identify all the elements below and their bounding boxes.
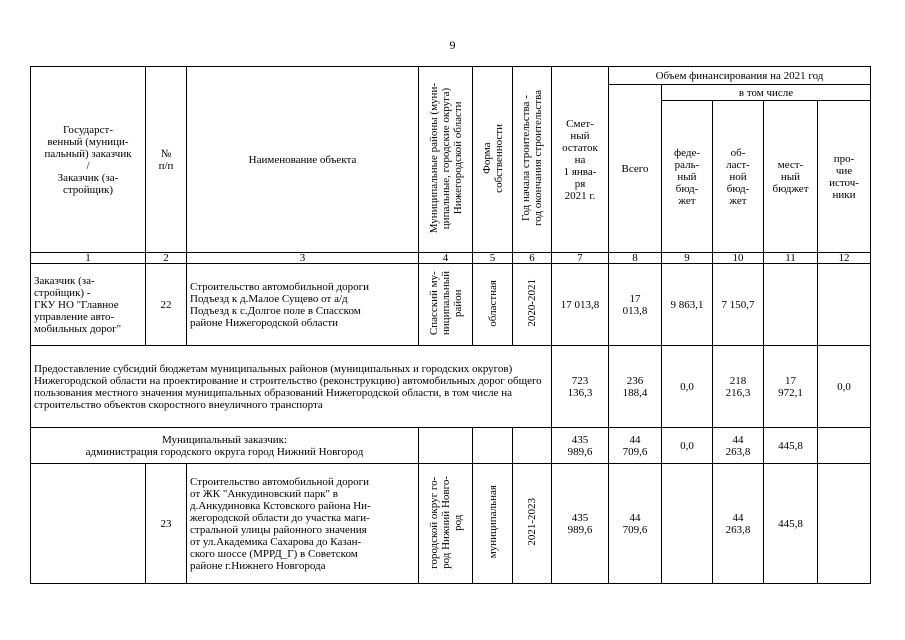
header-districts [419,67,473,253]
row1-object: Строительство автомобильной дороги Подъезд к д.Малое Сущево от а/д Подъезд к с.Долгое поле в Спасском районе Нижегородской области [187,264,419,346]
column-number: 12 [818,253,871,264]
row3-federal: 0,0 [662,428,713,464]
row3-local: 445,8 [764,428,818,464]
header-including: в том числе [662,85,871,101]
financing-table [30,66,871,584]
row4-district [419,464,473,584]
row1-years [513,264,552,346]
header-federal: феде- раль- ный бюд- жет [662,101,713,253]
row4-regional: 44 263,8 [713,464,764,584]
column-number: 10 [713,253,764,264]
row4-total: 44 709,6 [609,464,662,584]
column-number: 5 [473,253,513,264]
row4-years-text: 2021-2023 [526,498,538,546]
table-row [31,464,871,584]
row4-ownership-text: муниципальная [486,485,499,559]
header-estimate: Смет- ный остаток на 1 янва- ря 2021 г. [552,67,609,253]
row4-other [818,464,871,584]
table-row [31,428,871,464]
column-number: 9 [662,253,713,264]
header-funding: Объем финансирования на 2021 год [609,67,871,85]
column-number: 1 [31,253,146,264]
table-row [31,346,871,428]
row2-other: 0,0 [818,346,871,428]
row1-num: 22 [146,264,187,346]
row4-customer [31,464,146,584]
header-customer: Государст- венный (муници- пальный) заказчик / Заказчик (за- стройщик) [31,67,146,253]
page-number: 9 [449,38,456,52]
row4-ownership [473,464,513,584]
row2-estimate: 723 136,3 [552,346,609,428]
header-total: Всего [609,85,662,253]
header-ownership-text: Форма собственности [480,123,505,193]
header-other: про- чие источ- ники [818,101,871,253]
row1-years-text: 2020-2021 [526,279,538,327]
row3-estimate: 435 989,6 [552,428,609,464]
row3-regional: 44 263,8 [713,428,764,464]
row1-district-text: Спасский му- ниципальный район [427,270,464,336]
row1-regional: 7 150,7 [713,264,764,346]
column-number: 3 [187,253,419,264]
header-ownership [473,67,513,253]
row4-years [513,464,552,584]
row2-text: Предоставление субсидий бюджетам муниципальных районов (муниципальных и городских округов) Нижегородской области на проектирование и строительство (реконструкцию) автомобильных дорог общего пользования местного значения муниципальных образований Нижегородской области, в том числе на строительство объектов скоростного внеуличного транспорта [31,346,552,428]
row4-local: 445,8 [764,464,818,584]
row2-regional: 218 216,3 [713,346,764,428]
header-years [513,67,552,253]
header-row-1 [31,67,871,85]
column-number: 11 [764,253,818,264]
row1-ownership-text: областная [486,279,499,327]
row3-district [419,428,473,464]
row4-federal [662,464,713,584]
header-regional: об- ласт- ной бюд- жет [713,101,764,253]
row1-customer: Заказчик (за- стройщик) - ГКУ НО "Главное управление авто- мобильных дорог" [31,264,146,346]
row1-other [818,264,871,346]
row1-federal: 9 863,1 [662,264,713,346]
column-number: 7 [552,253,609,264]
header-num: № п/п [146,67,187,253]
column-number: 4 [419,253,473,264]
row1-estimate: 17 013,8 [552,264,609,346]
row1-total: 17 013,8 [609,264,662,346]
row3-other [818,428,871,464]
row2-total: 236 188,4 [609,346,662,428]
header-districts-text: Муниципальные районы (муни- ципальные, городские округа) Нижегородской области [427,82,464,234]
row1-local [764,264,818,346]
table-row [31,264,871,346]
row1-district [419,264,473,346]
header-object-name: Наименование объекта [187,67,419,253]
row2-federal: 0,0 [662,346,713,428]
row4-num: 23 [146,464,187,584]
row4-district-text: городской округ го- род Нижний Новго- род [427,475,464,569]
row3-text: Муниципальный заказчик: администрация городского округа город Нижний Новгород [31,428,419,464]
row3-ownership [473,428,513,464]
column-number: 8 [609,253,662,264]
column-number: 2 [146,253,187,264]
column-number-row [31,253,871,264]
row3-years [513,428,552,464]
row4-object: Строительство автомобильной дороги от ЖК "Анкудиновский парк" в д.Анкудиновка Кстовского района Ни- жегородской области до участка маги- стральной улицы районного значения от ул.Академика Сахарова до Казан- ского шоссе (МРРД_Г) в Советском районе г.Нижнего Новгорода [187,464,419,584]
header-years-text: Год начала строительства - год окончания строительства [520,90,544,226]
row4-estimate: 435 989,6 [552,464,609,584]
header-local: мест- ный бюджет [764,101,818,253]
column-number: 6 [513,253,552,264]
row1-ownership [473,264,513,346]
row2-local: 17 972,1 [764,346,818,428]
row3-total: 44 709,6 [609,428,662,464]
